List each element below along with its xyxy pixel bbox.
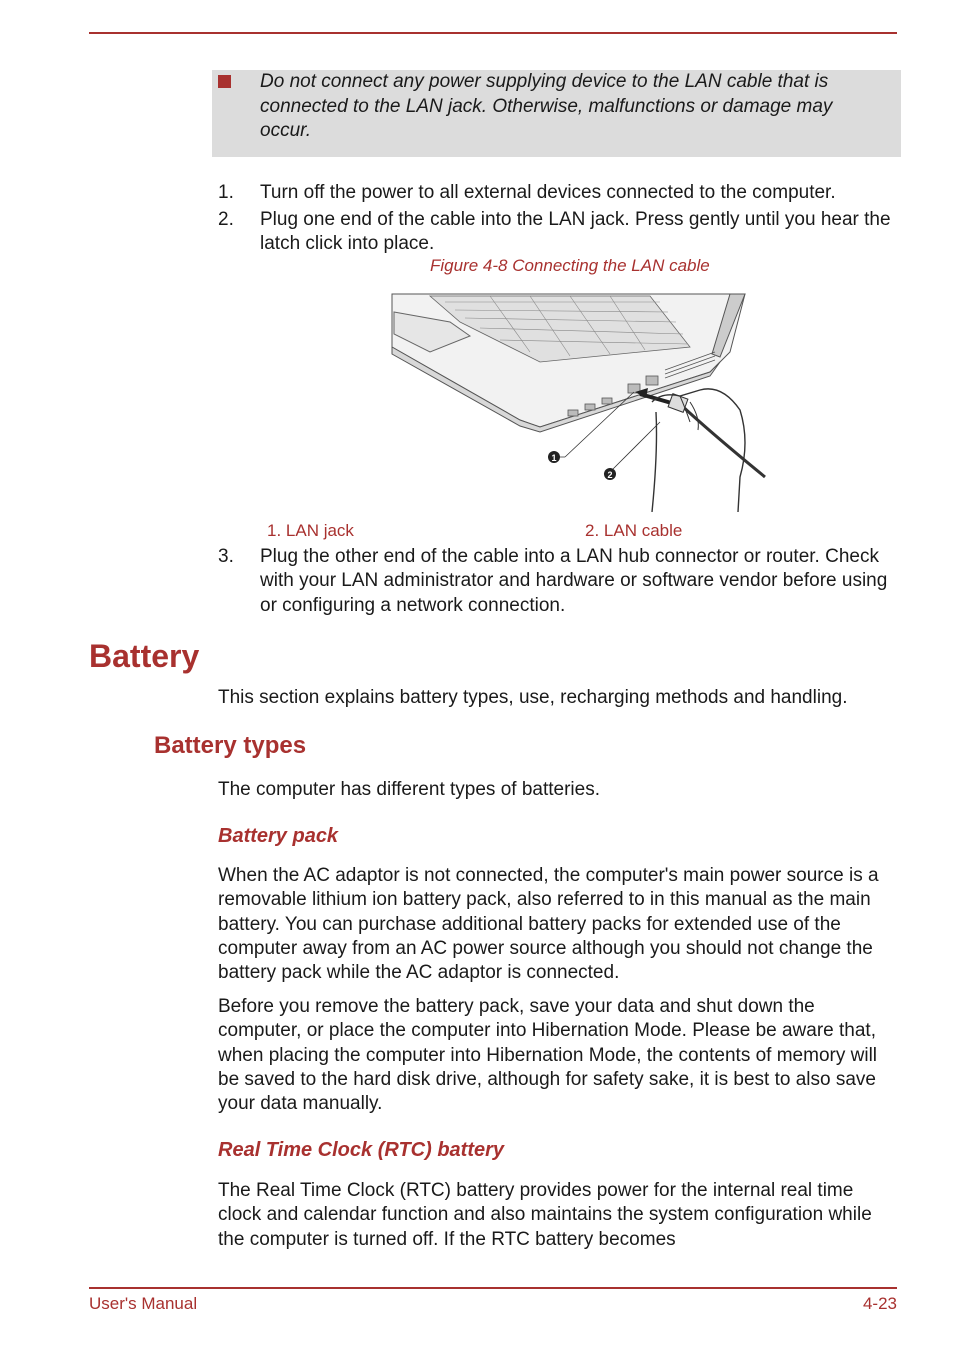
caution-bullet-icon xyxy=(218,75,231,88)
step-number: 2. xyxy=(218,209,234,230)
legend-lan-jack: 1. LAN jack xyxy=(267,521,354,540)
subsection-title: Battery types xyxy=(154,732,307,759)
step-number: 3. xyxy=(218,546,234,567)
battery-pack-paragraph-1: When the AC adaptor is not connected, the computer's main power source is a removable lithium ion battery pack, also referred to in this manual as the main battery. You can purchase additional battery packs for extended use of the computer away from an AC power source although you should not change the battery pack while the AC adaptor is connected. xyxy=(218,865,879,984)
section-title: Battery xyxy=(89,638,200,674)
rtc-heading: Real Time Clock (RTC) battery xyxy=(218,1139,505,1161)
lan-cable-illustration xyxy=(390,292,768,512)
figure-caption: Figure 4-8 Connecting the LAN cable xyxy=(430,256,710,275)
top-rule xyxy=(89,32,897,34)
laptop-lan-drawing xyxy=(390,292,768,512)
step-text: Plug one end of the cable into the LAN jack. Press gently until you hear the latch click into place. xyxy=(260,209,891,255)
callout-2-label: 2 xyxy=(607,470,613,480)
subsection-intro: The computer has different types of batteries. xyxy=(218,779,600,800)
step-number: 1. xyxy=(218,182,234,203)
callout-1-label: 1 xyxy=(551,453,557,463)
legend-lan-cable: 2. LAN cable xyxy=(585,521,683,540)
section-intro: This section explains battery types, use, recharging methods and handling. xyxy=(218,687,848,708)
footer-manual-title: User's Manual xyxy=(89,1294,198,1313)
bottom-rule xyxy=(89,1287,897,1289)
step-text: Plug the other end of the cable into a LAN hub connector or router. Check with your LAN administrator and hardware or software vendor before using or configuring a network connection. xyxy=(260,546,888,616)
caution-text: Do not connect any power supplying device to the LAN cable that is connected to the LAN jack. Otherwise, malfunctions or damage may occur. xyxy=(260,71,833,141)
page-number: 4-23 xyxy=(862,1294,897,1313)
caution-box xyxy=(212,70,901,157)
battery-pack-heading: Battery pack xyxy=(218,825,339,847)
battery-pack-paragraph-2: Before you remove the battery pack, save your data and shut down the computer, or place the computer into Hibernation Mode. Please be aware that, when placing the computer into Hibernation Mode, the contents of memory will be saved to the hard disk drive, although for safety sake, it is best to also save your data manually. xyxy=(218,996,878,1115)
step-text: Turn off the power to all external devices connected to the computer. xyxy=(260,182,836,203)
rtc-paragraph: The Real Time Clock (RTC) battery provides power for the internal real time clock and calendar function and also maintains the system configuration while the computer is turned off. If the RTC battery becomes xyxy=(218,1180,872,1250)
